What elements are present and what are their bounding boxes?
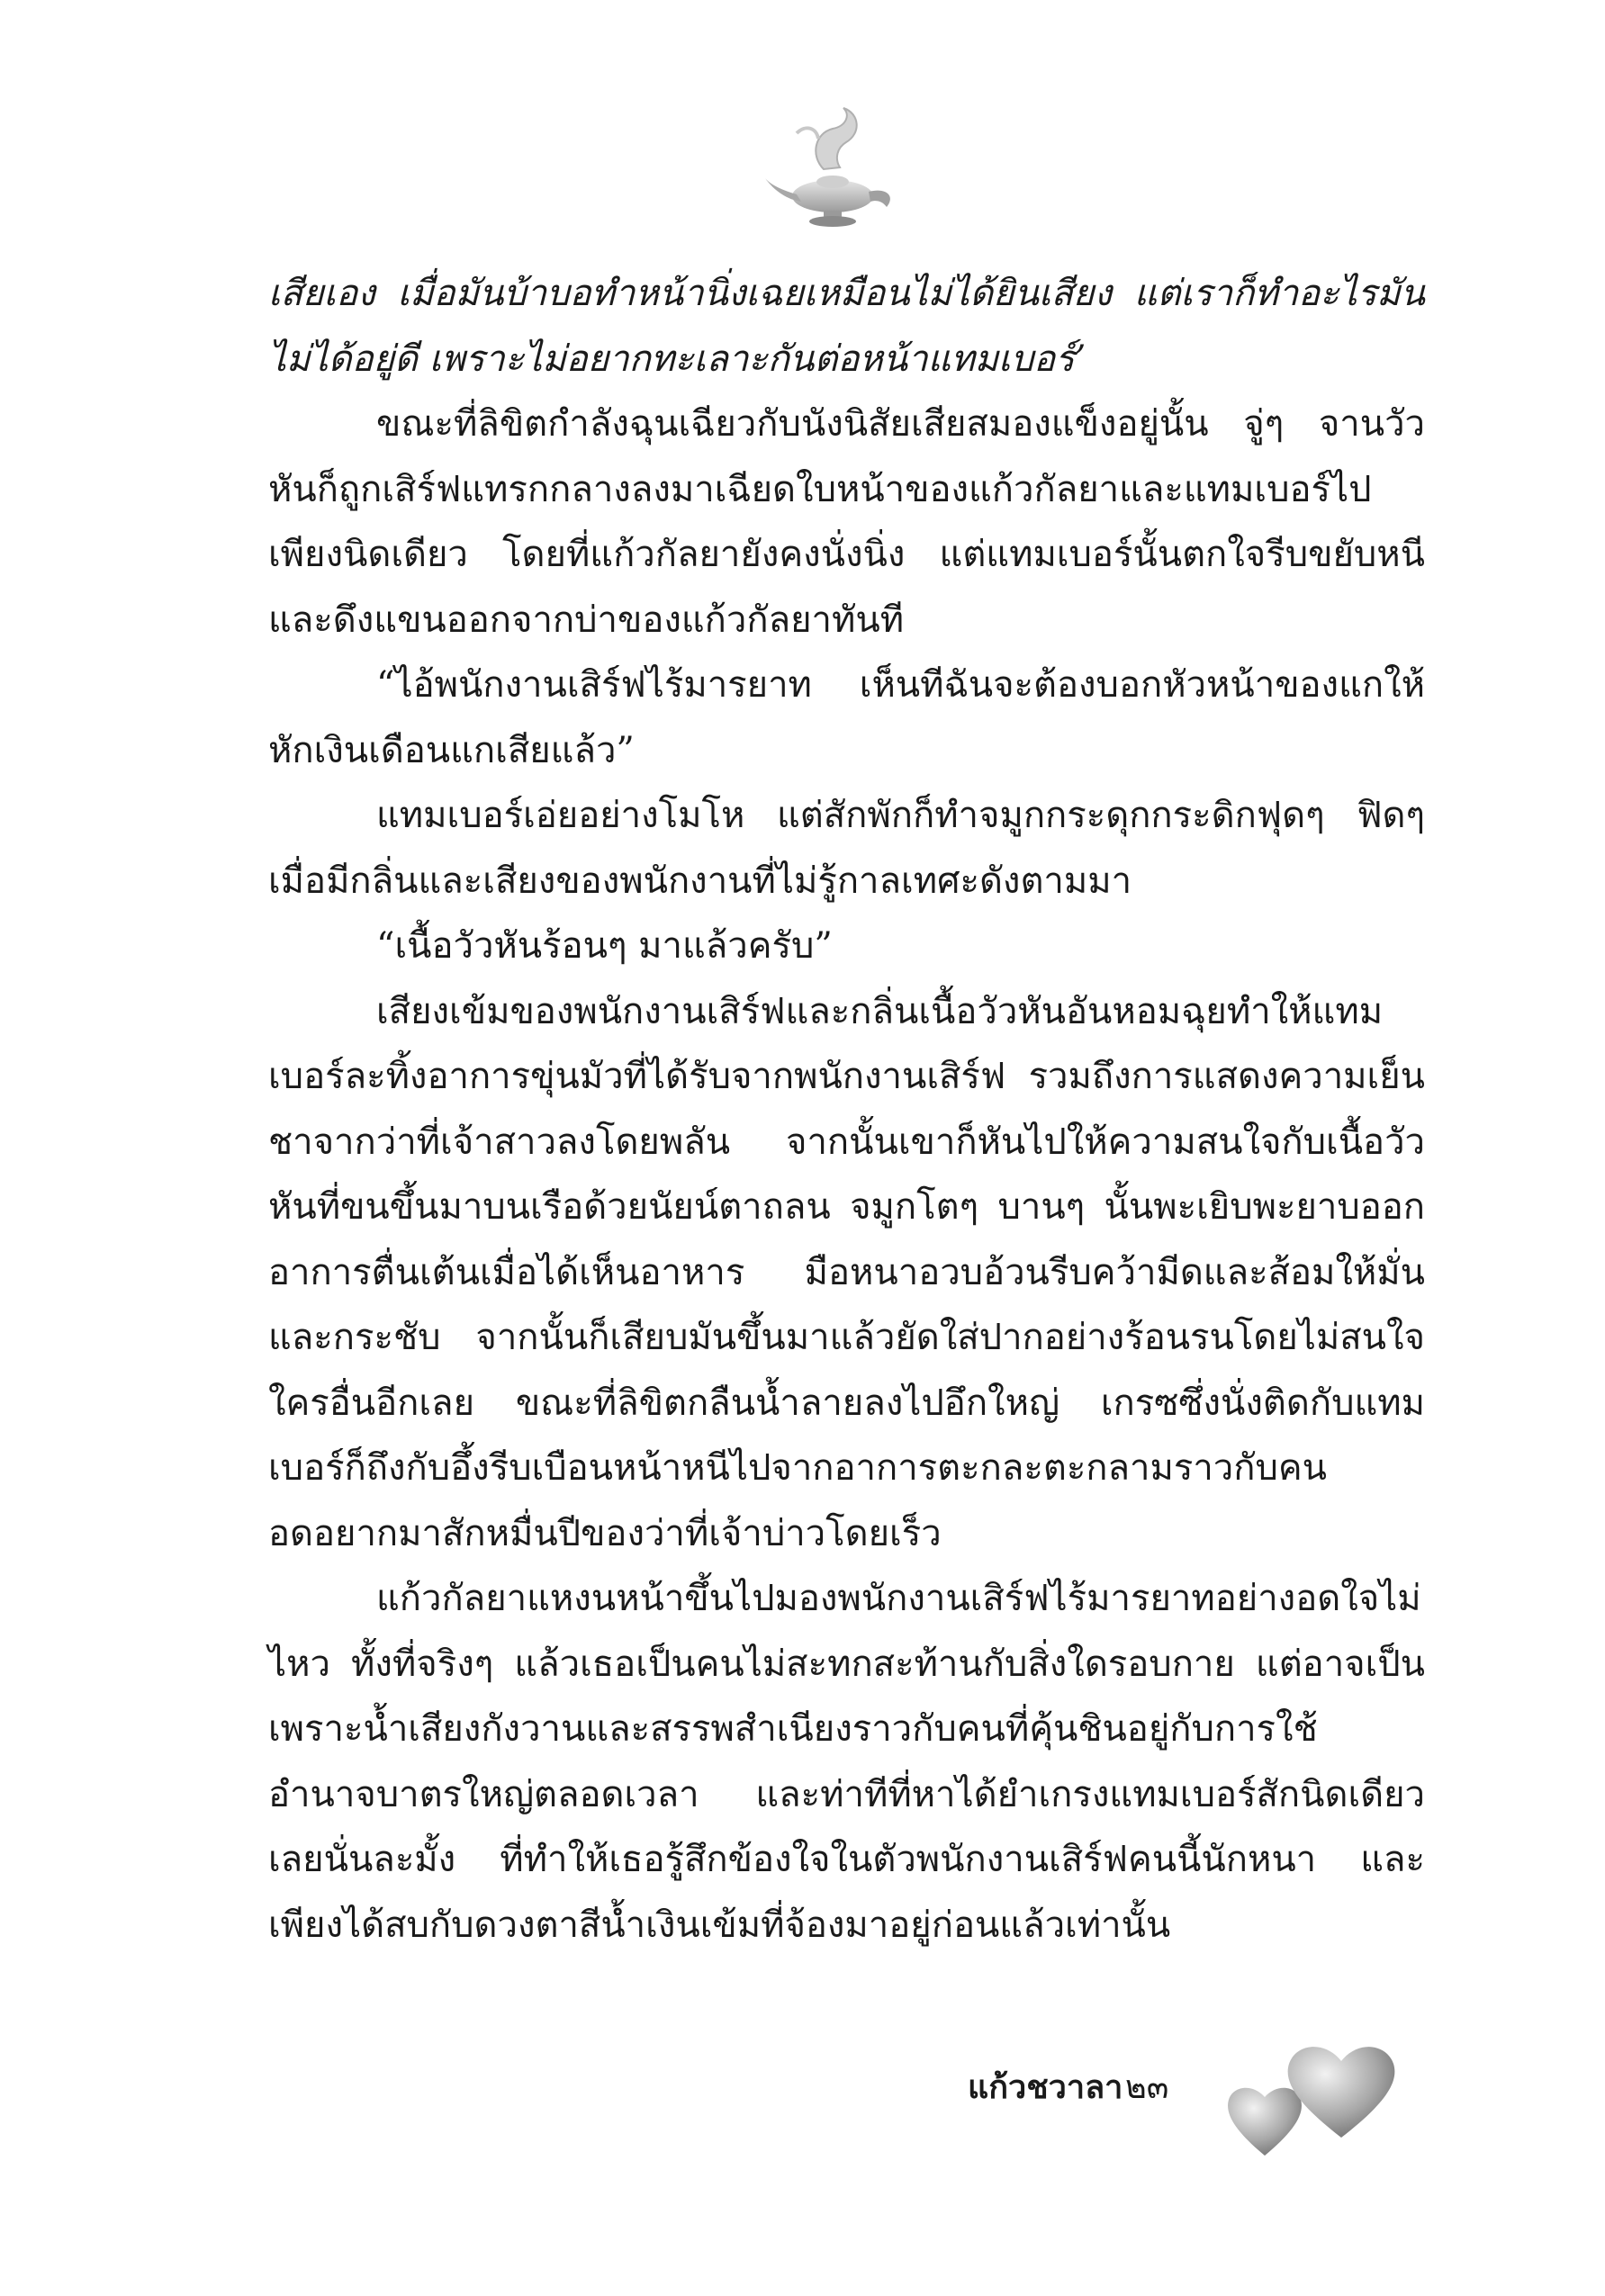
paragraph-7: แก้วกัลยาแหงนหน้าขึ้นไปมองพนักงานเสิร์ฟไร้มารยาทอย่างอดใจไม่ไหว ทั้งที่จริงๆ แล้วเธอเป็นคนไม่สะทกสะท้านกับสิ่งใดรอบกาย แต่อาจเป็นเพราะน้ำเสียงกังวานและสรรพสำเนียงราวกับคนที่คุ้นชินอยู่กับการใช้อำนาจบาตรใหญ่ตลอดเวลา และท่าทีที่หาได้ยำเกรงแทมเบอร์สักนิดเดียวเลยนั่นละมั้ง ที่ทำให้เธอรู้สึกข้องใจในตัวพนักงานเสิร์ฟคนนี้นักหนา และเพียงได้สบกับดวงตาสีน้ำเงินเข้มที่จ้องมาอยู่ก่อนแล้วเท่านั้น — [268, 1578, 1425, 1946]
chapter-body-text — [268, 261, 1425, 1958]
running-footer-book-title: แก้วชวาลา — [968, 2069, 1123, 2106]
paragraph-4: แทมเบอร์เอ่ยอย่างโมโห แต่สักพักก็ทำจมูกกระดุกกระดิกฟุดๆ ฟิดๆ เมื่อมีกลิ่นและเสียงของพนักงานที่ไม่รู้กาลเทศะดังตามมา — [268, 795, 1425, 902]
paragraph-6: เสียงเข้มของพนักงานเสิร์ฟและกลิ่นเนื้อวัวหันอันหอมฉุยทำให้แทมเบอร์ละทิ้งอาการขุ่นมัวที่ได้รับจากพนักงานเสิร์ฟ รวมถึงการแสดงความเย็นชาจากว่าที่เจ้าสาวลงโดยพลัน จากนั้นเขาก็หันไปให้ความสนใจกับเนื้อวัวหันที่ขนขึ้นมาบนเรือด้วยนัยน์ตาถลน จมูกโตๆ บานๆ นั้นพะเยิบพะยาบออกอาการตื่นเต้นเมื่อได้เห็นอาหาร มือหนาอวบอ้วนรีบคว้ามีดและส้อมให้มั่นและกระชับ จากนั้นก็เสียบมันขึ้นมาแล้วยัดใส่ปากอย่างร้อนรนโดยไม่สนใจใครอื่นอีกเลย ขณะที่ลิขิตกลืนน้ำลายลงไปอึกใหญ่ เกรซซึ่งนั่งติดกับแทมเบอร์ก็ถึงกับอึ้งรีบเบือนหน้าหนีไปจากอาการตะกละตะกลามราวกับคนอดอยากมาสักหมื่นปีของว่าที่เจ้าบ่าวโดยเร็ว — [268, 990, 1425, 1554]
page-number: ๒๓ — [1125, 2069, 1169, 2106]
magic-lamp-ornament-icon — [761, 106, 905, 232]
paragraph-5: “เนื้อวัวหันร้อนๆ มาแล้วครับ” — [376, 925, 833, 967]
paragraph-3: “ไอ้พนักงานเสิร์ฟไร้มารยาท เห็นทีฉันจะต้องบอกหัวหน้าของแกให้หักเงินเดือนแกเสียแล้ว” — [268, 664, 1425, 771]
paragraph-2: ขณะที่ลิขิตกำลังฉุนเฉียวกับนังนิสัยเสียสมองแข็งอยู่นั้น จู่ๆ จานวัวหันก็ถูกเสิร์ฟแทรกกลางลงมาเฉียดใบหน้าของแก้วกัลยาและแทมเบอร์ไปเพียงนิดเดียว โดยที่แก้วกัลยายังคงนั่งนิ่ง แต่แทมเบอร์นั้นตกใจรีบขยับหนีและดึงแขนออกจากบ่าของแก้วกัลยาทันที — [268, 403, 1425, 641]
paragraph-1: เสียเอง เมื่อมันบ้าบอทำหน้านิ่งเฉยเหมือนไม่ได้ยินเสียง แต่เราก็ทำอะไรมันไม่ได้อยู่ดี เพราะไม่อยากทะเลาะกันต่อหน้าแทมเบอร์’ — [268, 273, 1425, 380]
hearts-ornament-icon — [1224, 2030, 1404, 2165]
